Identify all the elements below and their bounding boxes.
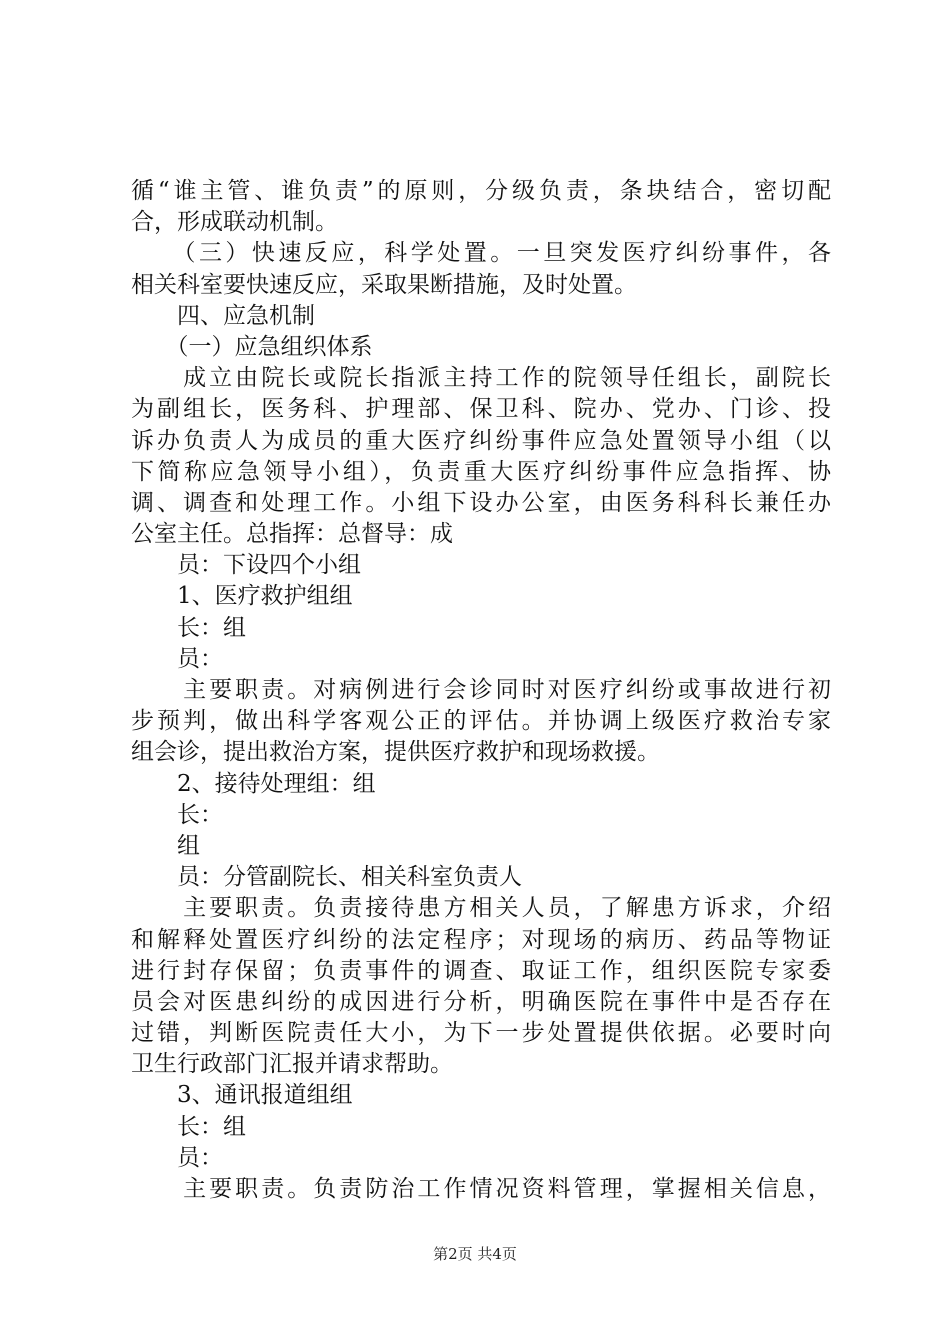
text-line: 卫生行政部门汇报并请求帮助。 [131, 1051, 453, 1078]
text-line: 长：组 [131, 1113, 246, 1140]
text-line: 主要职责。负责接待患方相关人员，了解患方诉求，介绍 [131, 895, 831, 922]
text-line: 四、应急机制 [131, 302, 315, 329]
text-line: 相关科室要快速反应，采取果断措施，及时处置。 [131, 271, 637, 298]
text-line: 长： [131, 801, 223, 828]
page-footer: 第2页 共4页 [433, 1245, 517, 1263]
text-line: 长：组 [131, 614, 246, 641]
text-line: 为副组长，医务科、护理部、保卫科、院办、党办、门诊、投 [131, 396, 831, 423]
text-line: 1、医疗救护组组 [131, 583, 353, 610]
text-line: 2、接待处理组：组 [131, 770, 376, 797]
text-line: 循“谁主管、谁负责”的原则，分级负责，条块结合，密切配 [131, 178, 831, 204]
text-line: 主要职责。负责防治工作情况资料管理，掌握相关信息， [131, 1176, 831, 1202]
text-line: 公室主任。总指挥：总督导：成 [131, 521, 453, 548]
text-line: 和解释处置医疗纠纷的法定程序；对现场的病历、药品等物证 [131, 926, 831, 953]
text-line: 员： [131, 1144, 223, 1171]
text-line: 主要职责。对病例进行会诊同时对医疗纠纷或事故进行初 [131, 677, 831, 703]
text-line: 诉办负责人为成员的重大医疗纠纷事件应急处置领导小组（以 [131, 427, 831, 454]
text-line: 组 [131, 832, 200, 859]
text-line: 合，形成联动机制。 [131, 209, 338, 236]
text-line: 员：分管副院长、相关科室负责人 [131, 864, 522, 891]
document-body [131, 176, 831, 1205]
text-line: 进行封存保留；负责事件的调查、取证工作，组织医院专家委 [131, 957, 831, 984]
text-line: 下简称应急领导小组），负责重大医疗纠纷事件应急指挥、协 [131, 458, 831, 485]
text-line: （三）快速反应，科学处置。一旦突发医疗纠纷事件，各 [131, 240, 831, 267]
text-line: 3、通讯报道组组 [131, 1082, 353, 1109]
text-line: 成立由院长或院长指派主持工作的院领导任组长，副院长 [131, 365, 831, 392]
text-line: 过错，判断医院责任大小，为下一步处置提供依据。必要时向 [131, 1020, 831, 1047]
text-line: 步预判，做出科学客观公正的评估。并协调上级医疗救治专家 [131, 708, 831, 735]
text-line: 调、调查和处理工作。小组下设办公室，由医务科科长兼任办 [131, 489, 831, 516]
text-line: 员：下设四个小组 [131, 552, 361, 579]
text-line: 组会诊，提出救治方案，提供医疗救护和现场救援。 [131, 739, 660, 766]
text-line: （一）应急组织体系 [131, 333, 373, 360]
text-line: 员会对医患纠纷的成因进行分析，明确医院在事件中是否存在 [131, 988, 831, 1015]
text-line: 员： [131, 645, 223, 672]
